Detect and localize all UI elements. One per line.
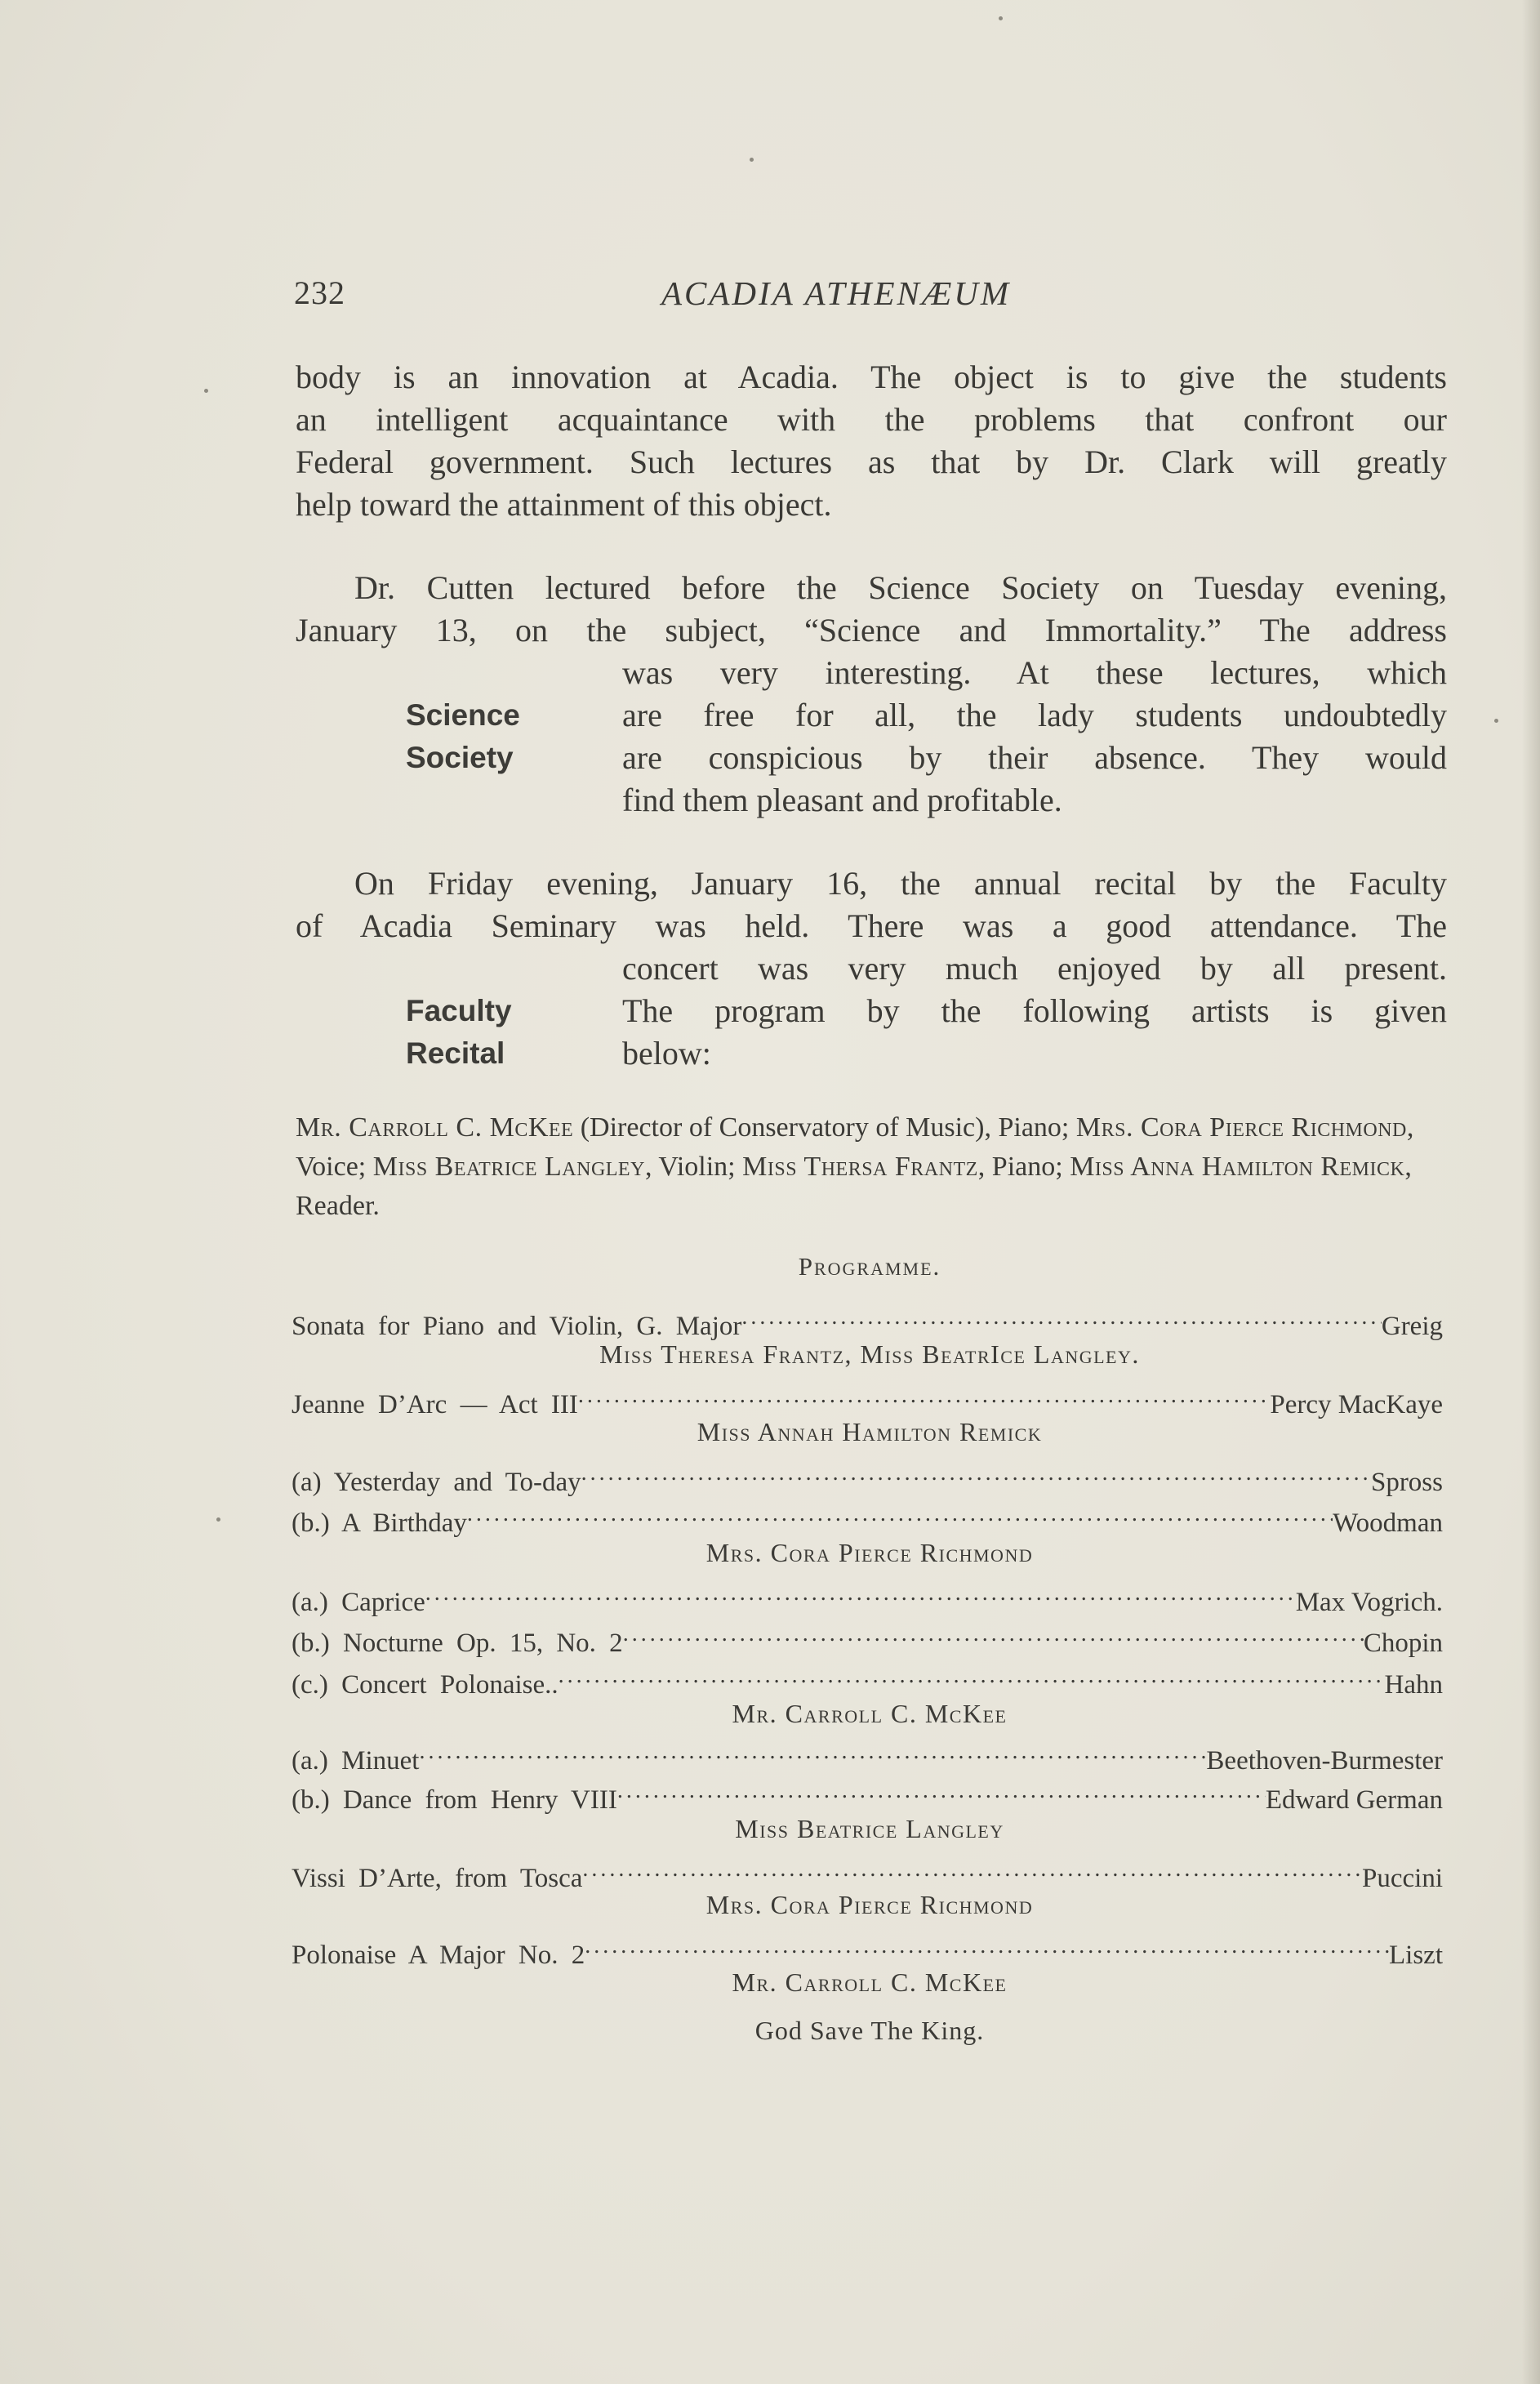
programme-composer: Chopin <box>1363 1628 1443 1658</box>
paper-speck <box>1494 719 1498 723</box>
programme-composer: Puccini <box>1362 1863 1443 1893</box>
programme-composer: Spross <box>1370 1467 1443 1497</box>
text-line: On Friday evening, January 16, the annual recital by the Faculty <box>354 865 1447 902</box>
programme-row <box>292 1578 1443 1617</box>
side-heading-line: Society <box>406 741 514 774</box>
programme-composer: Greig <box>1381 1311 1443 1341</box>
text-line: help toward the attainment of this object. <box>296 486 832 523</box>
paragraph-science-society <box>296 567 1447 822</box>
paper-speck <box>216 1517 220 1522</box>
side-heading <box>406 990 512 1075</box>
programme-composer: Hahn <box>1384 1669 1443 1700</box>
performer-name: Miss Anna Hamilton Remick <box>1070 1152 1405 1182</box>
performer-name: Mrs. Cora Pierce Richmond <box>1075 1112 1407 1143</box>
programme-composer: Beethoven-Burmester <box>1206 1745 1443 1776</box>
leader-dots <box>425 1578 1296 1611</box>
leader-dots <box>559 1660 1385 1693</box>
programme-performer: Mr. Carroll C. McKee <box>732 1967 1008 1997</box>
closing-line: God Save The King. <box>754 2016 985 2045</box>
programme-performer: Miss Annah Hamilton Remick <box>697 1417 1043 1446</box>
leader-dots <box>578 1380 1270 1413</box>
programme-row <box>292 1854 1443 1893</box>
performer-role: , Piano; <box>977 1152 1070 1182</box>
side-heading-line: Recital <box>406 1036 505 1070</box>
programme-row <box>292 1380 1443 1419</box>
text-line: The program by the following artists is given <box>622 992 1447 1029</box>
leader-dots <box>623 1619 1364 1651</box>
programme-row <box>292 1660 1443 1700</box>
leader-dots <box>419 1736 1206 1769</box>
text-line: was very interesting. At these lectures, which <box>622 654 1447 691</box>
leader-dots <box>467 1499 1333 1531</box>
programme-row <box>292 1619 1443 1658</box>
paper-speck <box>750 158 754 162</box>
text-line: of Acadia Seminary was held. There was a good attendance. The <box>296 907 1447 944</box>
text-line: find them pleasant and profitable. <box>622 782 1062 818</box>
programme-row <box>292 1776 1443 1815</box>
performer-name: Mr. Carroll C. McKee <box>296 1112 574 1143</box>
text-line: below: <box>622 1035 711 1072</box>
running-title: ACADIA ATHENÆUM <box>661 274 1012 312</box>
text-line: body is an innovation at Acadia. The object is to give the students <box>296 359 1447 395</box>
performer-role: , Reader. <box>296 1152 1412 1221</box>
text-line: January 13, on the subject, “Science and Immortality.” The address <box>296 612 1447 648</box>
programme-piece: (b.) Dance from Henry VIII <box>292 1785 617 1815</box>
programme-composer: Max Vogrich. <box>1295 1587 1443 1617</box>
programme-performer: Mrs. Cora Pierce Richmond <box>705 1538 1034 1567</box>
programme-piece: (a.) Minuet <box>292 1745 420 1776</box>
performer-role: (Director of Conservatory of Music), Piano; <box>573 1112 1076 1143</box>
side-text <box>622 947 1447 1075</box>
leader-dots <box>617 1776 1266 1808</box>
programme-piece: Sonata for Piano and Violin, G. Major <box>292 1311 742 1341</box>
programme-performer: Miss Theresa Frantz, Miss BeatrIce Langley. <box>599 1339 1140 1369</box>
programme-piece: Polonaise A Major No. 2 <box>292 1940 585 1970</box>
programme-piece: Vissi D’Arte, from Tosca <box>292 1863 583 1893</box>
programme-row <box>292 1458 1443 1497</box>
paper-speck <box>204 389 208 393</box>
paper-speck <box>999 16 1003 20</box>
performer-role: , Voice; <box>296 1112 1414 1182</box>
leader-dots <box>582 1854 1362 1887</box>
text-line: concert was very much enjoyed by all present. <box>622 950 1447 987</box>
leader-dots <box>741 1302 1382 1335</box>
performers-list <box>296 1108 1444 1226</box>
paragraph-faculty-recital <box>296 862 1447 1075</box>
text-line: Federal government. Such lectures as that by Dr. Clark will greatly <box>296 443 1447 480</box>
side-heading-line: Science <box>406 698 520 732</box>
programme-row <box>292 1499 1443 1538</box>
programme-performer: Mr. Carroll C. McKee <box>732 1699 1008 1728</box>
performer-role: , Violin; <box>644 1152 743 1182</box>
leader-dots <box>581 1458 1371 1491</box>
programme-performer: Miss Beatrice Langley <box>735 1814 1004 1843</box>
text-line: an intelligent acquaintance with the problems that confront our <box>296 401 1447 438</box>
performer-name: Miss Thersa Frantz <box>742 1152 978 1182</box>
page-number: 232 <box>294 274 345 311</box>
programme-piece: Jeanne D’Arc — Act III <box>292 1389 578 1419</box>
programme-performer: Mrs. Cora Pierce Richmond <box>705 1890 1034 1919</box>
programme-piece: (c.) Concert Polonaise.. <box>292 1669 559 1700</box>
programme-row <box>292 1302 1443 1341</box>
programme-composer: Liszt <box>1389 1940 1443 1970</box>
programme-composer: Woodman <box>1333 1508 1443 1538</box>
programme-row <box>292 1736 1443 1776</box>
page-header <box>294 274 1444 314</box>
programme-title: Programme. <box>798 1252 941 1281</box>
programme-composer: Percy MacKaye <box>1270 1389 1443 1419</box>
programme-piece: (a) Yesterday and To-day <box>292 1467 581 1497</box>
paragraph-lectures <box>296 356 1447 526</box>
performer-name: Miss Beatrice Langley <box>372 1152 645 1182</box>
programme-piece: (a.) Caprice <box>292 1587 425 1617</box>
page-edge-shadow <box>1522 0 1540 2384</box>
text-line: are conspicious by their absence. They would <box>622 739 1447 776</box>
programme-piece: (b.) A Birthday <box>292 1508 467 1538</box>
leader-dots <box>585 1931 1389 1963</box>
side-heading <box>406 694 520 779</box>
programme-row <box>292 1931 1443 1970</box>
text-line: Dr. Cutten lectured before the Science Society on Tuesday evening, <box>354 569 1447 606</box>
side-text <box>622 652 1447 822</box>
side-heading-line: Faculty <box>406 994 512 1027</box>
programme-piece: (b.) Nocturne Op. 15, No. 2 <box>292 1628 623 1658</box>
text-line: are free for all, the lady students undoubtedly <box>622 697 1447 733</box>
programme-composer: Edward German <box>1265 1785 1443 1815</box>
